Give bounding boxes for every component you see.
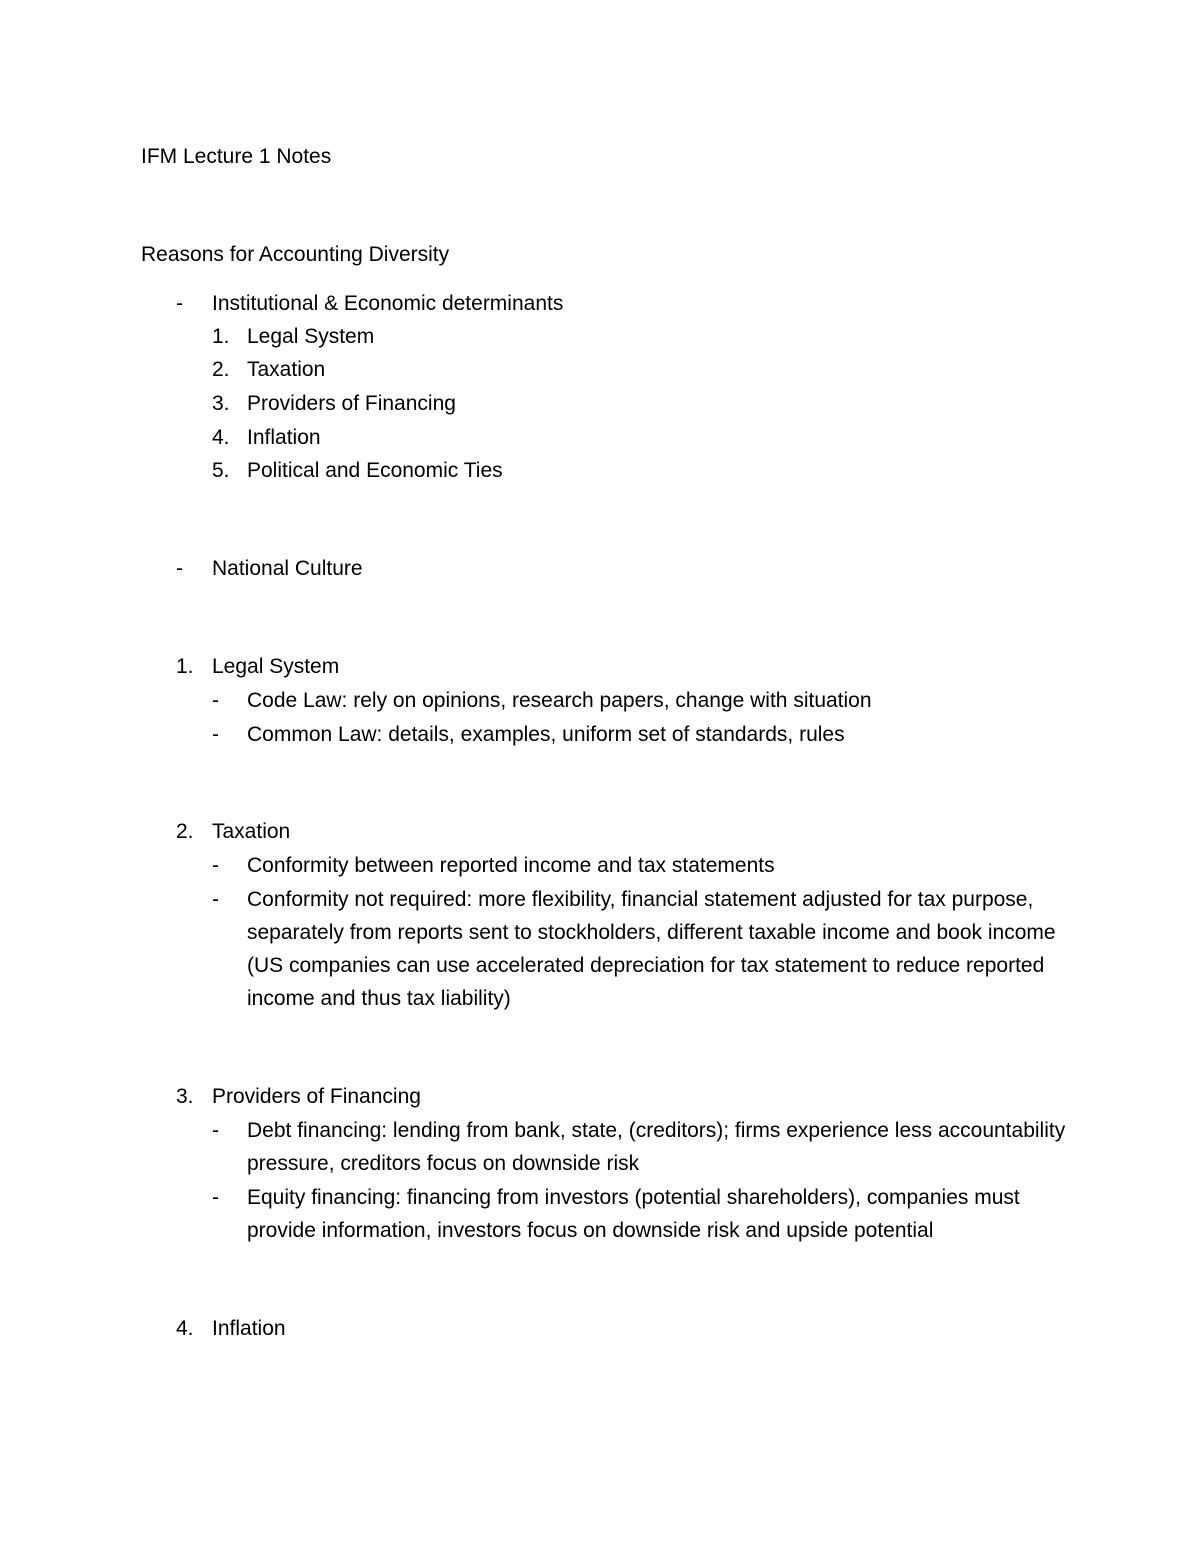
list-number: 5. [212, 459, 230, 482]
list-item: Providers of Financing [247, 392, 456, 415]
dash-bullet: - [212, 723, 219, 746]
section-point: Common Law: details, examples, uniform set of standards, rules [247, 723, 845, 746]
determinant-institutional: Institutional & Economic determinants [212, 292, 564, 315]
dash-bullet: - [212, 689, 219, 712]
document-title: IFM Lecture 1 Notes [141, 145, 332, 168]
section-number: 3. [176, 1085, 194, 1108]
section-number: 4. [176, 1317, 194, 1340]
list-number: 3. [212, 392, 230, 415]
section-point: Code Law: rely on opinions, research papers, change with situation [247, 689, 872, 712]
dash-bullet: - [212, 888, 219, 911]
list-number: 2. [212, 358, 230, 381]
section-number: 2. [176, 820, 194, 843]
dash-bullet: - [212, 1186, 219, 1209]
dash-bullet: - [176, 292, 183, 315]
list-number: 1. [212, 325, 230, 348]
list-number: 4. [212, 426, 230, 449]
section-point: Equity financing: financing from investors (potential shareholders), companies must provide information, investors focus on downside risk and upside potential [247, 1186, 1020, 1242]
section-heading: Reasons for Accounting Diversity [141, 243, 450, 266]
section-number: 1. [176, 655, 194, 678]
section-title: Taxation [212, 820, 291, 843]
section-title: Providers of Financing [212, 1085, 421, 1108]
section-title: Legal System [212, 655, 340, 678]
dash-bullet: - [212, 854, 219, 877]
dash-bullet: - [176, 557, 183, 580]
list-item: Legal System [247, 325, 375, 348]
list-item: Political and Economic Ties [247, 459, 503, 482]
section-title: Inflation [212, 1317, 286, 1340]
section-point: Conformity not required: more flexibility, financial statement adjusted for tax purpose, separately from reports sent to stockholders, different taxable income and book income (US companies can use accelerated depreciation for tax statement to reduce reported income and thus tax liability) [247, 888, 1056, 1010]
determinant-culture: National Culture [212, 557, 363, 580]
list-item: Inflation [247, 426, 321, 449]
section-point: Conformity between reported income and tax statements [247, 854, 775, 877]
dash-bullet: - [212, 1119, 219, 1142]
list-item: Taxation [247, 358, 326, 381]
section-point: Debt financing: lending from bank, state, (creditors); firms experience less accountability pressure, creditors focus on downside risk [247, 1119, 1066, 1175]
